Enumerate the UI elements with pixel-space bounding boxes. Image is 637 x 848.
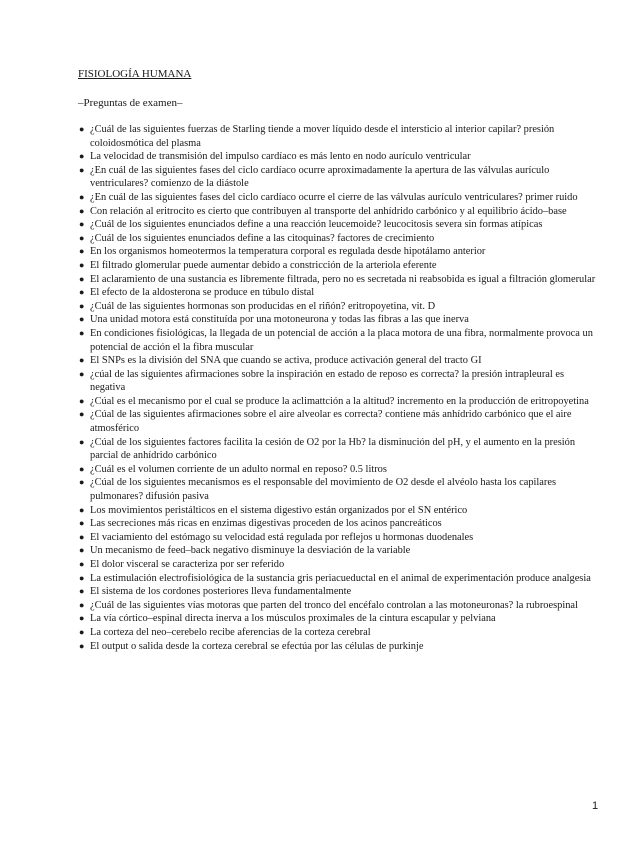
question-item: [78, 626, 598, 640]
question-item: [78, 585, 598, 599]
question-text: Las secreciones más ricas en enzimas digestivas proceden de los acinos pancreáticos: [90, 518, 442, 530]
bullet-icon: ●: [79, 477, 85, 488]
bullet-icon: ●: [79, 559, 85, 569]
question-text: ¿Cúal de los siguientes mecanismos es el responsable del movimiento de O2 desde el alvéolo hasta los capilares pulmonares? difusión pasiva: [90, 477, 557, 503]
question-text: Los movimientos peristálticos en el sistema digestivo están organizados por el SN entérico: [90, 504, 468, 516]
bullet-icon: ●: [79, 124, 85, 134]
question-item: [78, 286, 598, 300]
bullet-icon: ●: [79, 586, 85, 597]
question-item: [78, 463, 598, 477]
bullet-icon: ●: [79, 327, 85, 338]
document-subtitle: –Preguntas de examen–: [78, 97, 183, 109]
question-item: [78, 504, 598, 518]
question-text: ¿Cúal de las siguientes afirmaciones sobre el aire alveolar es correcta? contiene más anhídrido carbónico que el aire atmosférico: [90, 409, 572, 435]
question-item: [78, 354, 598, 368]
bullet-icon: ●: [79, 409, 85, 420]
document-title: FISIOLOGÍA HUMANA: [78, 68, 192, 80]
question-text: El vaciamiento del estómago su velocidad está regulada por reflejos u hormonas duodenales: [90, 531, 474, 543]
bullet-icon: ●: [79, 613, 85, 624]
bullet-icon: ●: [79, 545, 85, 556]
question-item: [78, 517, 598, 531]
bullet-icon: ●: [79, 626, 85, 637]
question-item: [78, 558, 598, 572]
question-text: El efecto de la aldosterona se produce en túbulo distal: [90, 287, 315, 299]
page-number: 1: [592, 800, 599, 812]
bullet-icon: ●: [79, 287, 85, 298]
question-item: [78, 313, 598, 327]
question-item: [78, 259, 598, 273]
bullet-icon: ●: [79, 314, 85, 325]
question-item: [78, 218, 598, 232]
question-text: ¿Cuál de las siguientes hormonas son producidas en el riñón? eritropoyetina, vit. D: [90, 300, 436, 312]
question-item: [78, 395, 598, 409]
question-item: [78, 205, 598, 219]
bullet-icon: ●: [79, 436, 85, 447]
question-item: [78, 531, 598, 545]
question-text: ¿Cúal de los siguientes factores facilita la cesión de O2 por la Hb? la disminución del pH, y el aumento en la presión parcial de anhídrido carbónico: [90, 436, 576, 462]
bullet-icon: ●: [79, 599, 85, 610]
question-text: ¿Cuál de los siguientes enunciados define a una reacción leucemoide? leucocitosis severa sin formas atípicas: [90, 219, 543, 231]
question-item: [78, 612, 598, 626]
question-text: ¿Cuál es el volumen corriente de un adulto normal en reposo? 0.5 litros: [90, 463, 387, 475]
question-text: ¿cúal de las siguientes afirmaciones sobre la inspiración en estado de reposo es correcta? la presión intrapleural es negativa: [90, 368, 565, 394]
question-text: El SNPs es la división del SNA que cuando se activa, produce activación general del tracto GI: [90, 355, 482, 367]
question-item: [78, 544, 598, 558]
question-text: El filtrado glomerular puede aumentar debido a constricción de la arteriola eferente: [90, 259, 437, 271]
question-text: El aclaramiento de una sustancia es libremente filtrada, pero no es secretada ni reabsobida es igual a filtración glomerular: [90, 273, 596, 285]
question-text: El sistema de los cordones posteriores lleva fundamentalmente: [90, 586, 352, 598]
question-text: En condiciones fisiológicas, la llegada de un potencial de acción a la placa motora de una fibra, normalmente provoca un potencial de acción el la fibra muscular: [90, 327, 593, 353]
question-text: ¿Cuál de los siguientes enunciados define a las citoquinas? factores de crecimiento: [90, 232, 435, 244]
bullet-icon: ●: [79, 395, 85, 406]
question-text: Una unidad motora está constituída por una motoneurona y todas las fibras a las que inerva: [90, 314, 469, 326]
question-item: [78, 150, 598, 164]
question-text: La velocidad de transmisión del impulso cardíaco es más lento en nodo aurículo ventricular: [90, 151, 471, 163]
question-text: La estimulación electrofisiológica de la sustancia gris periacueductal en el animal de experimentación produce analgesia: [90, 572, 591, 584]
question-list: [78, 123, 598, 653]
bullet-icon: ●: [79, 219, 85, 230]
question-item: [78, 232, 598, 246]
bullet-icon: ●: [79, 355, 85, 366]
question-text: ¿Cuál de las siguientes fuerzas de Starling tiende a mover líquido desde el intersticio al interior capilar? presión coloidosmótica del plasma: [90, 124, 555, 149]
bullet-icon: ●: [79, 151, 85, 162]
bullet-icon: ●: [79, 368, 85, 379]
question-item: [78, 245, 598, 259]
question-item: [78, 476, 598, 503]
question-text: ¿Cúal es el mecanismo por el cual se produce la aclimattción a la altitud? incremento en la producción de eritropoyetina: [90, 395, 589, 407]
question-text: La corteza del neo–cerebelo recibe aferencias de la corteza cerebral: [90, 626, 371, 638]
question-item: [78, 164, 598, 191]
question-item: [78, 599, 598, 613]
question-item: [78, 327, 598, 354]
question-text: Un mecanismo de feed–back negativo disminuye la desviación de la variable: [90, 545, 411, 557]
bullet-icon: ●: [79, 572, 85, 583]
bullet-icon: ●: [79, 191, 85, 202]
bullet-icon: ●: [79, 232, 85, 243]
bullet-icon: ●: [79, 531, 85, 542]
bullet-icon: ●: [79, 246, 85, 257]
question-text: ¿En cuál de las siguientes fases del ciclo cardíaco ocurre el cierre de las válvulas aurículo ventriculares? primer ruido: [90, 191, 578, 203]
question-text: ¿En cuál de las siguientes fases del ciclo cardíaco ocurre aproximadamente la apertura de las válvulas aurículo ventriculares? comienzo de la diástole: [90, 164, 550, 190]
bullet-icon: ●: [79, 463, 85, 474]
question-item: [78, 640, 598, 654]
question-item: [78, 408, 598, 435]
question-text: Con relación al eritrocito es cierto que contribuyen al transporte del anhídrido carbónico y al equilibrio ácido–base: [90, 205, 567, 217]
question-text: En los organismos homeotermos la temperatura corporal es regulada desde hipotálamo anterior: [90, 246, 486, 258]
question-item: [78, 191, 598, 205]
question-item: [78, 436, 598, 463]
question-item: [78, 300, 598, 314]
bullet-icon: ●: [79, 640, 85, 651]
bullet-icon: ●: [79, 205, 85, 216]
bullet-icon: ●: [79, 300, 85, 311]
question-text: ¿Cuál de las siguientes vías motoras que parten del tronco del encéfalo controlan a las motoneuronas? la rubroespinal: [90, 599, 578, 611]
question-item: [78, 273, 598, 287]
question-text: La vía córtico–espinal directa inerva a los músculos proximales de la cintura escapular y pelviana: [90, 613, 496, 625]
bullet-icon: ●: [79, 518, 85, 529]
bullet-icon: ●: [79, 504, 85, 515]
question-item: [78, 368, 598, 395]
bullet-icon: ●: [79, 273, 85, 284]
question-item: [78, 572, 598, 586]
question-item: [78, 123, 598, 150]
question-text: El output o salida desde la corteza cerebral se efectúa por las células de purkinje: [90, 640, 424, 652]
bullet-icon: ●: [79, 164, 85, 175]
question-text: El dolor visceral se caracteriza por ser referido: [90, 559, 285, 570]
bullet-icon: ●: [79, 259, 85, 270]
